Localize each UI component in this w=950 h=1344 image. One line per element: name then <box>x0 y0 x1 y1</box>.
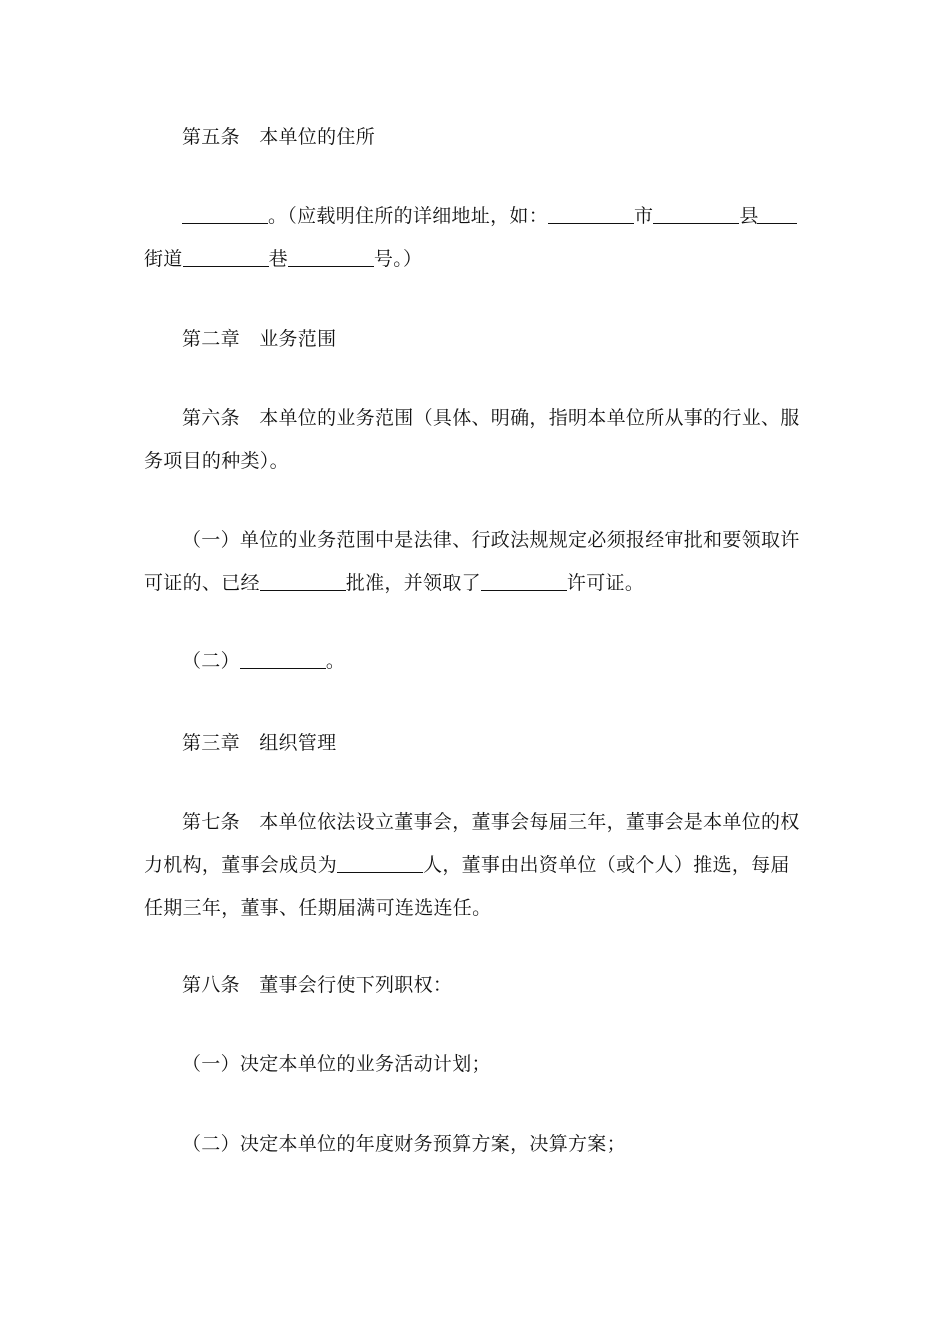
chapter-3-title <box>144 722 808 765</box>
lane-blank[interactable] <box>183 246 269 267</box>
city-label: 市 <box>634 205 654 227</box>
city-blank[interactable] <box>548 203 634 224</box>
number-blank[interactable] <box>288 246 374 267</box>
number-label: 号。） <box>373 248 423 270</box>
article-7-text-b: 人，董事由出资单位（或个人）推选，每届任期三年，董事、任期届满可连选连任。 <box>144 854 790 919</box>
lane-label: 巷 <box>268 248 288 270</box>
board-size-blank[interactable] <box>337 852 423 873</box>
street-blank-part2[interactable] <box>757 203 797 224</box>
article-6-item-1-text-a: （一）单位的业务范围中是法律、行政法规规定必须报经审批和要领取许可证的、已经 <box>144 529 800 594</box>
article-6-item-1-text-c: 许可证。 <box>566 572 645 594</box>
article-6-item-1-text-b: 批准，并领取了 <box>345 572 481 594</box>
article-8-item-1 <box>144 1043 808 1086</box>
article-6-item-2-suffix: 。 <box>325 650 346 672</box>
article-8-item-2-text: （二）决定本单位的年度财务预算方案，决算方案； <box>182 1133 626 1155</box>
article-6-item-2-prefix: （二） <box>182 650 240 672</box>
chapter-2-title <box>144 318 808 361</box>
article-6-item-2 <box>144 640 808 683</box>
article-5-title-text: 第五条 本单位的住所 <box>182 126 376 148</box>
article-8-item-2 <box>144 1123 808 1166</box>
county-label: 县 <box>739 205 759 227</box>
street-label: 街道 <box>144 248 183 270</box>
county-blank[interactable] <box>653 203 739 224</box>
article-5-address <box>144 195 808 281</box>
article-7-text-a: 第七条 本单位依法设立董事会，董事会每届三年，董事会是本单位的权力机构，董事会成员为 <box>144 811 800 876</box>
chapter-2-title-text: 第二章 业务范围 <box>182 328 337 350</box>
article-8-text: 第八条 董事会行使下列职权： <box>182 974 453 996</box>
article-5-title <box>144 116 808 159</box>
business-scope-blank[interactable] <box>240 648 326 669</box>
article-6-item-1 <box>144 519 808 605</box>
chapter-3-title-text: 第三章 组织管理 <box>182 732 337 754</box>
article-7 <box>144 801 808 930</box>
article-8 <box>144 964 808 1007</box>
article-6 <box>144 397 808 483</box>
license-name-blank[interactable] <box>481 570 567 591</box>
address-blank[interactable] <box>182 203 268 224</box>
approval-authority-blank[interactable] <box>260 570 346 591</box>
article-8-item-1-text: （一）决定本单位的业务活动计划； <box>182 1053 491 1075</box>
address-instruction-text: 。（应载明住所的详细地址，如： <box>268 205 549 227</box>
article-6-text: 第六条 本单位的业务范围（具体、明确，指明本单位所从事的行业、服务项目的种类）。 <box>144 407 800 472</box>
